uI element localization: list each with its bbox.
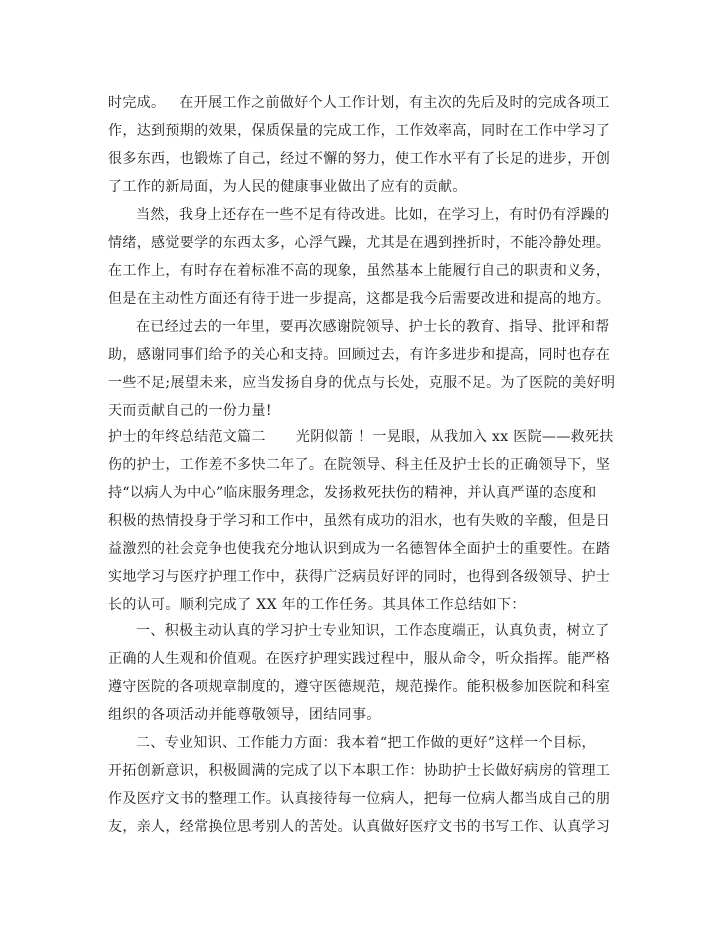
text-segment: 时完成。 (108, 95, 166, 111)
text-line: 一些不足;展望未来，应当发扬自身的优点与长处，克服不足。为了医院的美好明 (108, 375, 616, 391)
text-line: 正确的人生观和价值观。在医疗护理实践过程中，服从命令，听众指挥。能严格 (108, 651, 611, 667)
text-line: 开拓创新意识，积极圆满的完成了以下本职工作：协助护士长做好病房的管理工 (108, 763, 611, 779)
text-line: 助，感谢同事们给予的关心和支持。回顾过去，有许多进步和提高，同时也存在 (108, 347, 611, 363)
text-line: 作及医疗文书的整理工作。认真接待每一位病人，把每一位病人都当成自己的朋 (108, 791, 611, 807)
text-segment: 光阴似箭 ！一晃眼，从我加入 xx 医院——救死扶 (295, 429, 614, 445)
text-line: 天而贡献自己的一份力量! (108, 403, 272, 419)
paragraph-start-line: 在已经过去的一年里，要再次感谢院领导、护士长的教育、指导、批评和帮 (136, 319, 610, 335)
text-line: 积极的热情投身于学习和工作中，虽然有成功的泪水，也有失败的辛酸，但是日 (108, 513, 611, 529)
section-title-line (108, 423, 620, 451)
text-line: 实地学习与医疗护理工作中，获得广泛病员好评的同时，也得到各级领导、护士 (108, 569, 611, 585)
paragraph-start-line: 一、积极主动认真的学习护士专业知识，工作态度端正，认真负责，树立了 (136, 623, 610, 639)
text-line (108, 89, 620, 117)
text-line: 在工作上，有时存在着标准不高的现象，虽然基本上能履行自己的职责和义务， (108, 263, 611, 279)
text-line: 作，达到预期的效果，保质保量的完成工作，工作效率高，同时在工作中学习了 (108, 123, 611, 139)
text-line: 持“以病人为中心”临床服务理念，发扬救死扶伤的精神，并认真严谨的态度和 (108, 485, 597, 501)
text-segment: 在开展工作之前做好个人工作计划，有主次的先后及时的完成各项工 (179, 95, 610, 111)
paragraph-start-line: 二、专业知识、工作能力方面：我本着“把工作做的更好”这样一个目标， (136, 735, 596, 751)
text-line: 长的认可。顺利完成了 XX 年的工作任务。其具体工作总结如下： (108, 597, 526, 613)
text-line: 益激烈的社会竞争也使我充分地认识到成为一名德智体全面护士的重要性。在踏 (108, 541, 611, 557)
text-line: 伤的护士，工作差不多快二年了。在院领导、科主任及护士长的正确领导下，坚 (108, 457, 611, 473)
text-line: 情绪，感觉要学的东西太多，心浮气躁，尤其是在遇到挫折时，不能冷静处理。 (108, 235, 611, 251)
body-text (108, 89, 620, 841)
text-line: 了工作的新局面，为人民的健康事业做出了应有的贡献。 (108, 179, 467, 195)
text-line: 友，亲人，经常换位思考别人的苦处。认真做好医疗文书的书写工作、认真学习 (108, 819, 611, 835)
section-title: 护士的年终总结范文篇二 (108, 429, 266, 445)
text-line: 组织的各项活动并能尊敬领导，团结同事。 (108, 707, 381, 723)
text-line: 但是在主动性方面还有待于进一步提高，这都是我今后需要改进和提高的地方。 (108, 291, 611, 307)
text-line: 遵守医院的各项规章制度的，遵守医德规范，规范操作。能积极参加医院和科室 (108, 679, 611, 695)
paragraph-start-line: 当然，我身上还存在一些不足有待改进。比如，在学习上，有时仍有浮躁的 (136, 207, 610, 223)
text-line: 很多东西，也锻炼了自己，经过不懈的努力，使工作水平有了长足的进步，开创 (108, 151, 611, 167)
